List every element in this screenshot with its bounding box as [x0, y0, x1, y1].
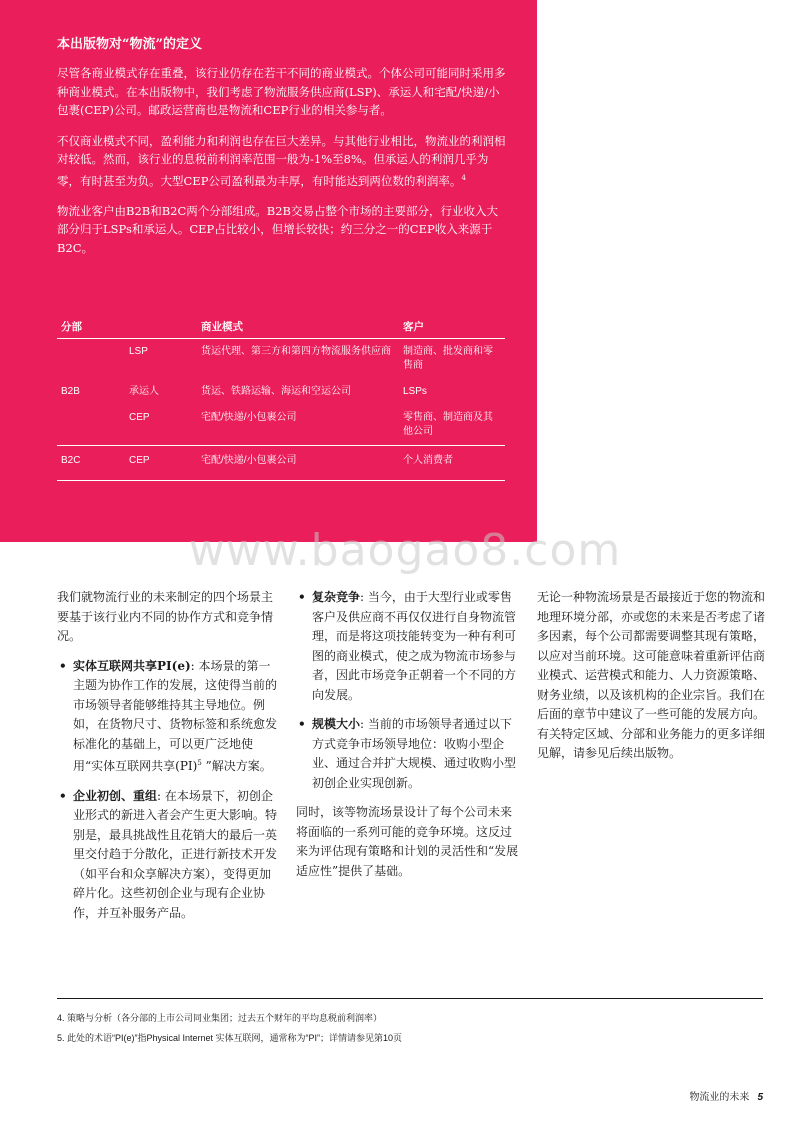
footnote-divider: [57, 998, 763, 999]
cell-model: 宅配/快递/小包裹公司: [197, 446, 399, 481]
table-row: [57, 379, 505, 405]
table-header-row: [57, 315, 505, 339]
cell-customer: 个人消费者: [399, 446, 505, 481]
segment-table: [57, 315, 505, 481]
column-3: [537, 588, 765, 774]
page-footer: [689, 1088, 763, 1103]
table-row: [57, 446, 505, 481]
cell-customer: 制造商、批发商和零售商: [403, 346, 493, 371]
list-item: • 实体互联网共享PI(e): 本场景的第一主题为协作工作的发展，这使得当前的市场领导者能够维持其主导地位。例如，在货物尺寸、货物标签和系统愈发标准化的基础上，可以更广泛地使用“实体互联网共享(PI)$^5$ ”解决方案。: [59, 658, 278, 773]
footnote-ref-4: 4: [461, 173, 466, 182]
panel-paragraph-2: 不仅商业模式不同，盈利能力和利润也存在巨大差异。与其他行业相比，物流业的利润相对较低。然而，该行业的息税前利润率范围一般为-1%至8%。但承运人的利润几乎为零，有时甚至为负。大型CEP公司盈利最为丰厚，有时能达到两位数的利润率。$^4$: [57, 133, 506, 188]
cell-type: 承运人: [129, 386, 159, 397]
footnote-ref-5: 5: [197, 759, 202, 767]
bullet-icon: •: [298, 590, 306, 604]
panel-title: 本出版物对“物流”的定义: [57, 37, 202, 52]
cell-model: 宅配/快递/小包裹公司: [201, 412, 297, 423]
cell-type: CEP: [125, 446, 197, 481]
intro-paragraph: 我们就物流行业的未来制定的四个场景主要基于该行业内不同的协作方式和竞争情况。: [57, 590, 274, 643]
header-business-model: 商业模式: [197, 315, 399, 339]
cell-type: LSP: [129, 346, 148, 357]
column-2: [296, 588, 520, 891]
column-2-paragraph: 同时，该等物流场景设计了每个公司未来将面临的一系列可能的竞争环境。这反过来为评估现有策略和计划的灵活性和“发展适应性”提供了基础。: [296, 805, 519, 878]
cell-customer: 零售商、制造商及其他公司: [403, 412, 493, 437]
bullet-icon: •: [298, 717, 306, 731]
definition-panel: [0, 0, 537, 542]
cell-model: 货运、铁路运输、海运和空运公司: [201, 386, 351, 397]
list-item: • 复杂竞争: 当今，由于大型行业或零售客户及供应商不再仅仅进行自身物流管理，而是将这项技能转变为一种有利可图的商业模式，使之成为物流市场参与者，因此市场竞争正朝着一个不同的方向发展。: [298, 590, 517, 702]
cell-type: CEP: [129, 412, 150, 423]
footer-title: 物流业的未来: [689, 1092, 750, 1103]
panel-paragraph-1: 尽管各商业模式存在重叠，该行业仍存在若干不同的商业模式。个体公司可能同时采用多种商业模式。在本出版物中，我们考虑了物流服务供应商(LSP)、承运人和宅配/快递/小包裹(CEP)公司。邮政运营商也是物流和CEP行业的相关参与者。: [57, 66, 506, 117]
table-row: [57, 339, 505, 380]
footnote-5: 5. 此处的术语“PI(e)”指Physical Internet 实体互联网，通常称为“PI”；详情请参见第10页: [57, 1033, 403, 1043]
cell-segment: B2C: [57, 446, 125, 481]
bullet-title: 实体互联网共享PI(e): [73, 658, 191, 673]
panel-paragraph-3: 物流业客户由B2B和B2C两个分部组成。B2B交易占整个市场的主要部分，行业收入大部分归于LSPs和承运人。CEP占比较小，但增长较快；约三分之一的CEP收入来源于B2C。: [57, 203, 498, 255]
header-segment: 分部: [57, 315, 125, 339]
bullet-title: 企业初创、重组: [73, 788, 158, 803]
header-type: [125, 315, 197, 339]
bullet-title: 复杂竞争: [312, 590, 361, 604]
column-1: [57, 588, 277, 933]
list-item: • 企业初创、重组: 在本场景下，初创企业形式的新进入者会产生更大影响。特别是，最具挑战性且花销大的最后一英里交付趋于分散化，正进行新技术开发（如平台和众享解决方案），变得更加碎片化。这些初创企业与现有企业协作，并互补服务产品。: [59, 788, 278, 920]
cell-customer: LSPs: [403, 386, 427, 397]
column-3-paragraph: 无论一种物流场景是否最接近于您的物流和地理环境分部，亦或您的未来是否考虑了诸多因素，每个公司都需要调整其现有策略，以应对当前环境。这可能意味着重新评估商业模式、运营模式和能力、人力资源策略、财务业绩，以及该机构的企业宗旨。我们在后面的章节中建议了一些可能的发展方向。有关特定区域、分部和业务能力的更多详细见解，请参见后续出版物。: [537, 590, 766, 760]
table-row: [57, 405, 505, 446]
cell-segment: B2B: [61, 386, 80, 397]
bullet-icon: •: [59, 788, 67, 803]
cell-segment: [57, 405, 125, 446]
list-item: • 规模大小: 当前的市场领导者通过以下方式竞争市场领导地位：收购小型企业、通过合并扩大规模、通过收购小型初创企业实现创新。: [298, 717, 517, 790]
page-number: 5: [757, 1092, 763, 1103]
footnote-4: 4. 策略与分析（各分部的上市公司同业集团；过去五个财年的平均息税前利润率）: [57, 1013, 383, 1023]
header-customer: 客户: [399, 315, 505, 339]
bullet-title: 规模大小: [312, 717, 361, 731]
cell-segment: [57, 339, 125, 380]
cell-model: 货运代理、第三方和第四方物流服务供应商: [201, 346, 391, 357]
footnotes: [57, 1008, 763, 1048]
bullet-icon: •: [59, 658, 67, 673]
watermark: www.baogao8.com: [188, 525, 622, 576]
